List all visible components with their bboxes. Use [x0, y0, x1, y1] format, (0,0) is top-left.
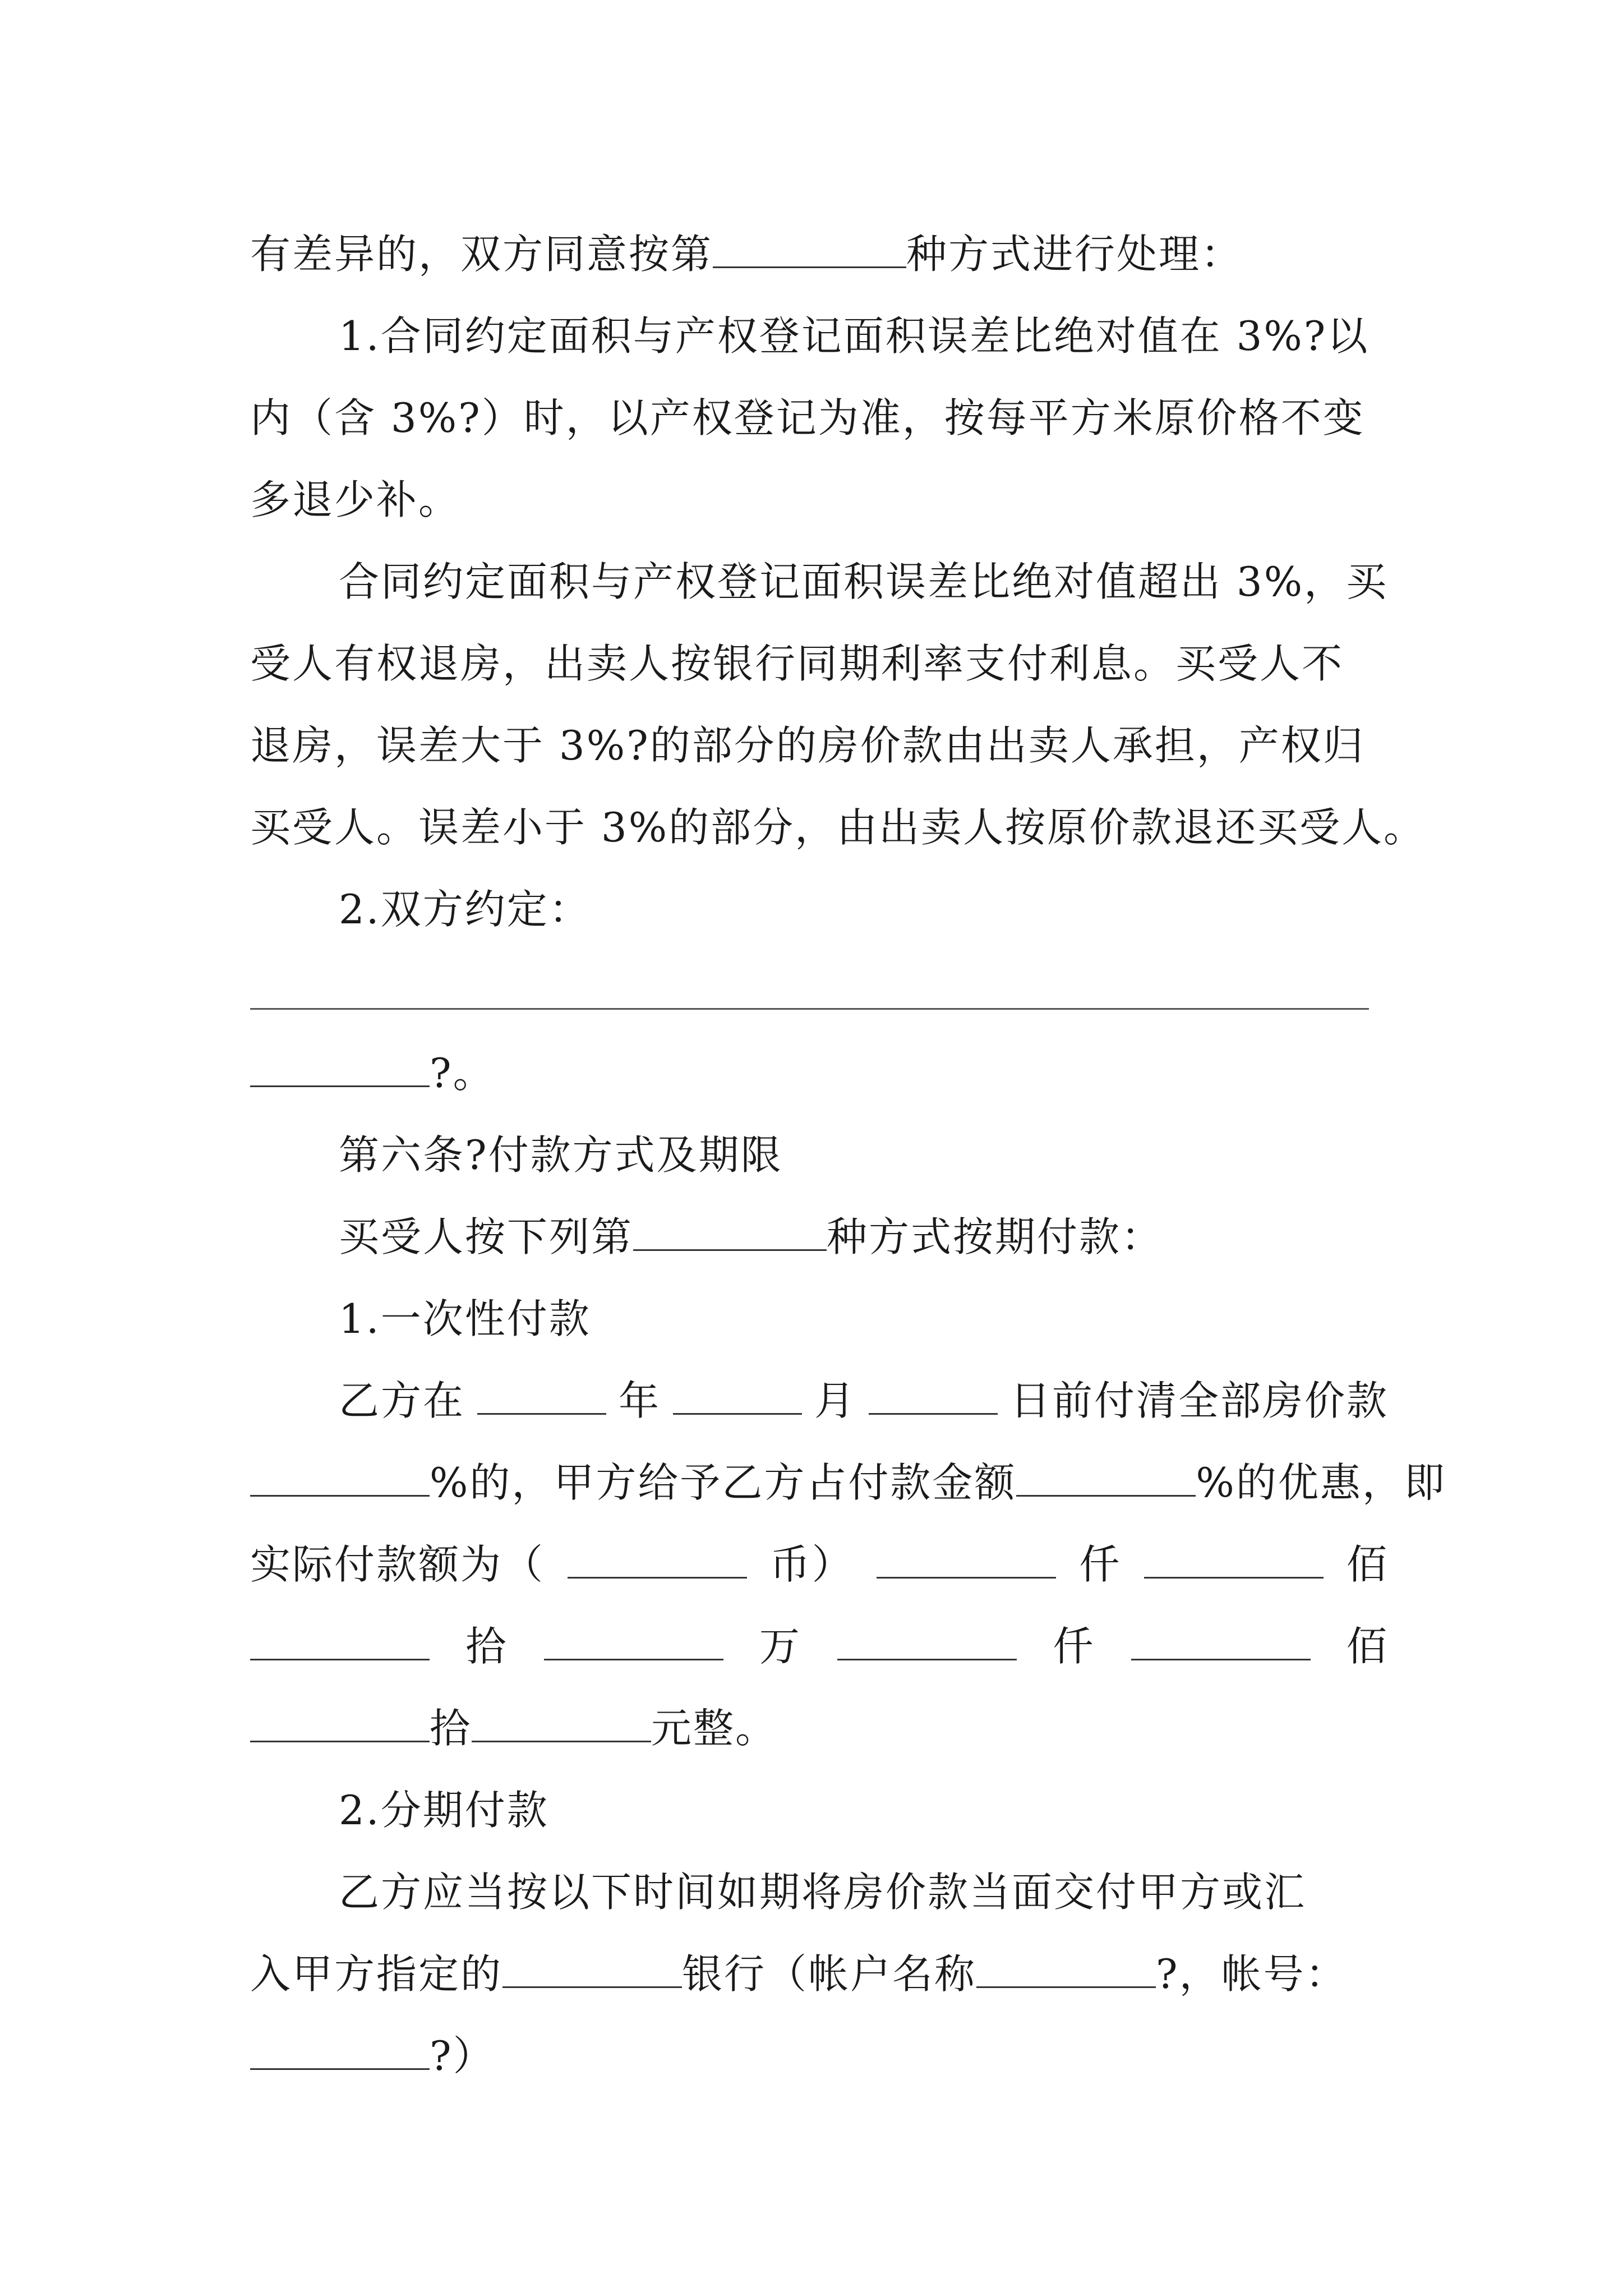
text: 实际付款额为（ [250, 1541, 545, 1588]
blank-field[interactable] [568, 1541, 747, 1579]
text: 年 [618, 1377, 661, 1424]
text: 合同约定面积与产权登记面积误差比绝对值超出 3%，买 [339, 558, 1389, 605]
text-line [250, 1769, 1389, 1851]
text-line [250, 1851, 1389, 1933]
blank-field[interactable] [502, 1950, 682, 1988]
blank-field[interactable] [250, 1459, 430, 1497]
blank-field[interactable] [250, 2032, 430, 2070]
text-line [250, 1442, 1446, 1524]
text: 内（含 3%?）时，以产权登记为准，按每平方米原价格不变 [250, 394, 1365, 441]
text-line [250, 459, 1389, 541]
text: 元整。 [651, 1705, 778, 1752]
text: 多退少补。 [250, 476, 461, 523]
text-line [250, 623, 1389, 705]
text: ?） [430, 2032, 495, 2079]
text-line [250, 1196, 1389, 1278]
blank-field[interactable] [673, 1377, 802, 1415]
text: 1.一次性付款 [339, 1295, 591, 1342]
blank-field[interactable] [1016, 1459, 1196, 1497]
text-line [250, 1360, 1389, 1442]
text-line [250, 1032, 1389, 1114]
text: ?。 [430, 1050, 495, 1097]
text-line [250, 1524, 1389, 1605]
text: 退房，误差大于 3%?的部分的房价款由出卖人承担，产权归 [250, 722, 1365, 769]
blank-field[interactable] [869, 1377, 998, 1415]
blank-field[interactable] [877, 1541, 1056, 1579]
text-line [250, 1605, 1389, 1687]
text: 佰 [1346, 1623, 1389, 1670]
text: 乙方应当按以下时间如期将房价款当面交付甲方或汇 [339, 1869, 1307, 1916]
text-line [250, 2015, 1389, 2097]
text-line [250, 377, 1389, 459]
text-line [250, 705, 1389, 786]
text: 买受人按下列第 [339, 1213, 634, 1260]
blank-field[interactable] [837, 1623, 1017, 1660]
text-line [250, 295, 1389, 377]
text: 银行（帐户名称 [682, 1950, 977, 1998]
rule [250, 1008, 1369, 1010]
text-line [250, 1278, 1389, 1360]
text-line [250, 868, 1389, 950]
text-line [250, 786, 1426, 868]
blank-field[interactable] [713, 231, 906, 268]
blank-field[interactable] [976, 1950, 1156, 1988]
text: ?，帐号： [1156, 1950, 1348, 1998]
contract-page [250, 213, 1446, 2097]
text: 受人有权退房，出卖人按银行同期利率支付利息。买受人不 [250, 640, 1344, 687]
text: 月 [814, 1377, 856, 1424]
text-line [250, 1933, 1389, 2015]
blank-field[interactable] [544, 1623, 723, 1660]
text: 种方式进行处理： [906, 231, 1243, 278]
text: 万 [759, 1623, 801, 1670]
agreement-rule-line[interactable] [250, 950, 1389, 1032]
blank-field[interactable] [250, 1705, 430, 1742]
text: 佰 [1346, 1541, 1389, 1588]
blank-field[interactable] [250, 1050, 430, 1087]
text: 第六条?付款方式及期限 [339, 1131, 783, 1179]
text: 乙方在 [339, 1377, 465, 1424]
blank-field[interactable] [477, 1377, 606, 1415]
text: 仟 [1079, 1541, 1122, 1588]
section-heading [250, 1114, 1389, 1196]
text: 拾 [430, 1705, 472, 1752]
text: 买受人。误差小于 3%的部分，由出卖人按原价款退还买受人。 [250, 804, 1426, 851]
blank-field[interactable] [472, 1705, 651, 1742]
text: 拾 [465, 1623, 508, 1670]
text: 仟 [1053, 1623, 1095, 1670]
text: %的优惠，即 [1196, 1459, 1446, 1506]
blank-field[interactable] [633, 1213, 827, 1251]
text-line [250, 213, 1389, 295]
blank-field[interactable] [1144, 1541, 1324, 1579]
text-line [250, 541, 1389, 623]
text: 日前付清全部房价款 [1009, 1377, 1389, 1424]
text: %的，甲方给予乙方占付款金额 [430, 1459, 1017, 1506]
blank-field[interactable] [250, 1623, 430, 1660]
text: 入甲方指定的 [250, 1950, 503, 1998]
text: 币） [769, 1541, 854, 1588]
text: 2.双方约定： [339, 886, 591, 933]
text: 2.分期付款 [339, 1787, 549, 1834]
text-line [250, 1687, 1389, 1769]
blank-field[interactable] [1131, 1623, 1311, 1660]
text: 种方式按期付款： [827, 1213, 1164, 1260]
text: 有差异的，双方同意按第 [250, 231, 713, 278]
text: 1.合同约定面积与产权登记面积误差比绝对值在 3%?以 [339, 312, 1370, 360]
